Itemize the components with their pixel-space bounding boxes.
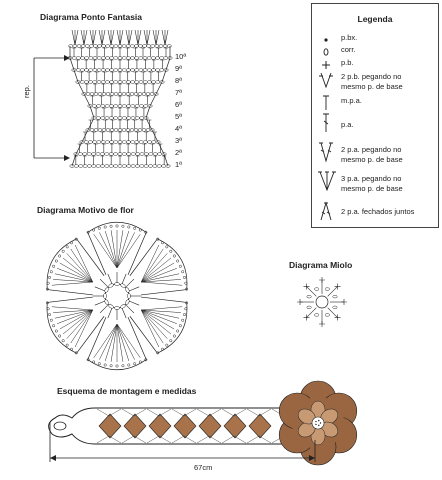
legend-title: Legenda: [357, 14, 393, 24]
legend-text: p.a.: [341, 120, 354, 129]
legend-text: corr.: [341, 45, 356, 54]
legend-text: p.bx.: [341, 33, 358, 42]
row-number: 8ª: [175, 76, 182, 85]
flower-center-dot: [315, 424, 316, 425]
row-number: 5ª: [175, 112, 182, 121]
rep-label: rep.: [22, 85, 31, 98]
row-number: 9ª: [175, 64, 182, 73]
measure-label: 67cm: [194, 463, 213, 472]
row-number: 4ª: [175, 124, 182, 133]
title-montagem: Esquema de montagem e medidas: [57, 386, 197, 396]
row-number: 7ª: [175, 88, 182, 97]
flower-center-dot: [318, 425, 319, 426]
flower-center-dot: [318, 420, 319, 421]
flower-center-dot: [320, 422, 321, 423]
legend-text: 2 p.b. pegando no mesmo p. de base: [341, 72, 403, 91]
row-number: 2ª: [175, 148, 182, 157]
row-number: 1ª: [175, 160, 182, 169]
legend-text: 3 p.a. pegando no mesmo p. de base: [341, 174, 403, 193]
title-motivo-flor: Diagrama Motivo de flor: [37, 205, 134, 215]
legend-text: 2 p.a. fechados juntos: [341, 207, 415, 216]
row-number: 10ª: [175, 52, 187, 61]
legend-text: p.b.: [341, 58, 354, 67]
legend-text: 2 p.a. pegando no mesmo p. de base: [341, 145, 403, 164]
row-number: 6ª: [175, 100, 182, 109]
row-number: 3ª: [175, 136, 182, 145]
strap-end-loop: [54, 422, 66, 430]
flower-center-dot: [315, 421, 316, 422]
title-miolo: Diagrama Miolo: [289, 260, 353, 270]
title-ponto-fantasia: Diagrama Ponto Fantasia: [40, 12, 143, 22]
flower-center: [312, 417, 324, 429]
legend-text: m.p.a.: [341, 96, 362, 105]
